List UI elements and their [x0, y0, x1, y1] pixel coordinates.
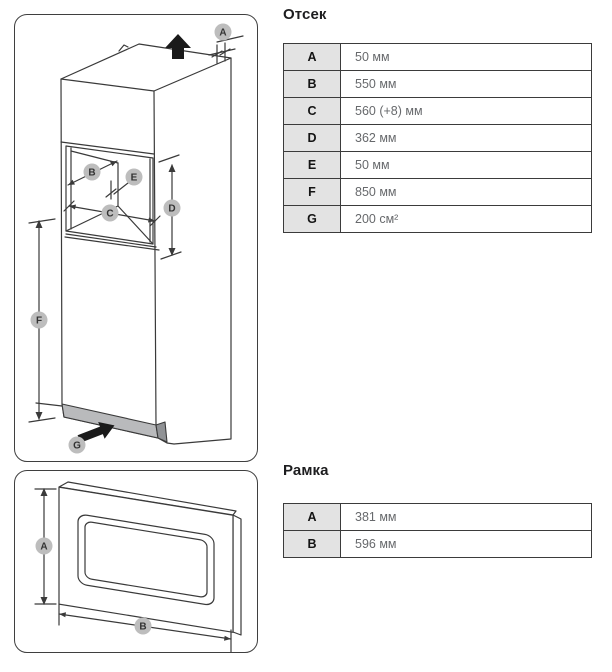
compartment-title: Отсек	[283, 6, 327, 23]
table-row	[284, 70, 591, 97]
svg-text:F: F	[35, 315, 43, 327]
svg-text:C: C	[106, 208, 114, 220]
compartment-table	[283, 43, 592, 233]
callout-g	[69, 437, 86, 454]
table-row	[284, 124, 591, 151]
dim-value-cell: 50 мм	[341, 44, 591, 70]
dim-value-cell: 550 мм	[341, 71, 591, 97]
frame-table	[283, 503, 592, 558]
dim-value-cell: 381 мм	[341, 504, 591, 530]
cabinet-diagram	[15, 15, 258, 462]
table-row	[284, 97, 591, 124]
table-row	[284, 44, 591, 70]
frame-diagram	[15, 471, 258, 653]
callout-c	[102, 205, 119, 222]
frame-diagram-panel	[14, 470, 258, 653]
dim-label-cell: C	[284, 98, 341, 124]
dim-label-cell: G	[284, 206, 341, 232]
callout-e	[126, 169, 143, 186]
svg-text:A: A	[219, 27, 227, 39]
frame-outline	[59, 482, 241, 635]
table-row	[284, 151, 591, 178]
table-row	[284, 205, 591, 232]
callout-a	[215, 24, 232, 41]
svg-text:A: A	[40, 541, 48, 553]
table-row	[284, 530, 591, 557]
callout-b	[135, 618, 152, 635]
dim-label-cell: F	[284, 179, 341, 205]
svg-text:B: B	[88, 167, 96, 179]
svg-text:G: G	[73, 440, 81, 452]
dim-value-cell: 850 мм	[341, 179, 591, 205]
dim-value-cell: 50 мм	[341, 152, 591, 178]
dim-value-cell: 362 мм	[341, 125, 591, 151]
cabinet-outline	[61, 44, 231, 444]
frame-title: Рамка	[283, 462, 329, 479]
table-row	[284, 504, 591, 530]
dim-label-cell: A	[284, 44, 341, 70]
svg-text:E: E	[130, 172, 138, 184]
dim-label-cell: E	[284, 152, 341, 178]
dim-value-cell: 200 см²	[341, 206, 591, 232]
dim-value-cell: 596 мм	[341, 531, 591, 557]
dim-label-cell: B	[284, 531, 341, 557]
callout-f	[31, 312, 48, 329]
svg-text:D: D	[168, 203, 176, 215]
dim-value-cell: 560 (+8) мм	[341, 98, 591, 124]
dim-label-cell: D	[284, 125, 341, 151]
callout-a	[36, 538, 53, 555]
dim-label-cell: A	[284, 504, 341, 530]
dim-label-cell: B	[284, 71, 341, 97]
table-row	[284, 178, 591, 205]
svg-text:B: B	[139, 621, 147, 633]
callout-b	[84, 164, 101, 181]
cabinet-diagram-panel	[14, 14, 258, 462]
callout-d	[164, 200, 181, 217]
